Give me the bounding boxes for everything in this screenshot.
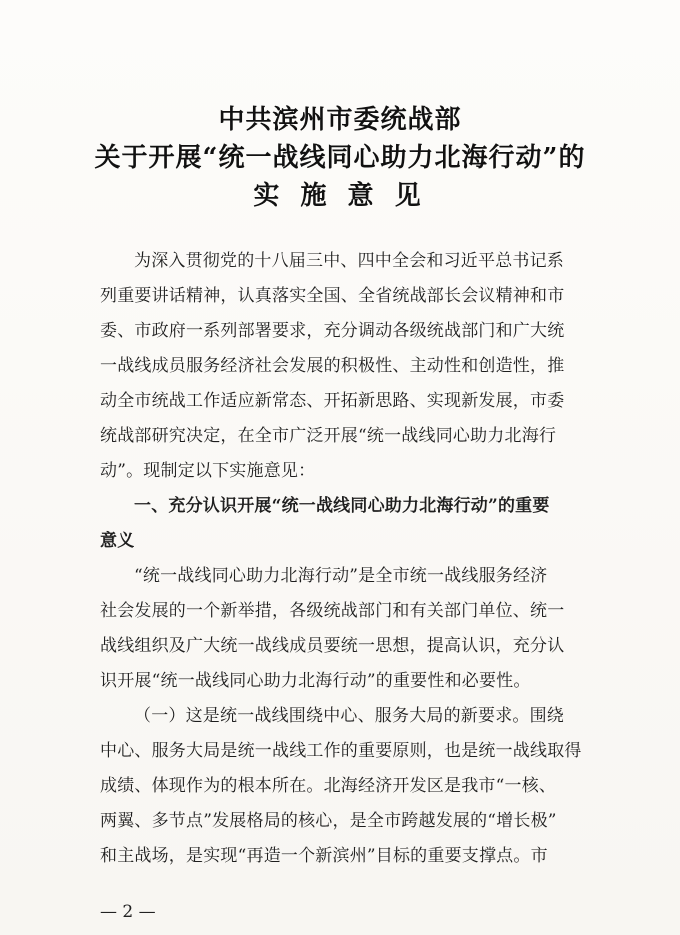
body-text-line: 两翼、多节点”发展格局的核心，是全市跨越发展的“增长极” — [100, 811, 557, 831]
body-text-line: 中心、服务大局是统一战线工作的重要原则，也是统一战线取得 — [100, 741, 582, 761]
body-text-line: 战线组织及广大统一战线成员要统一思想，提高认识，充分认 — [100, 636, 565, 656]
body-text-line: 统战部研究决定，在全市广泛开展“统一战线同心助力北海行 — [100, 426, 557, 446]
section-heading: 一、充分认识开展“统一战线同心助力北海行动”的重要 — [134, 496, 550, 516]
document-title-line2: 关于开展“统一战线同心助力北海行动”的 — [94, 143, 586, 173]
section-heading-continued: 意义 — [100, 531, 135, 551]
body-text-line: 动全市统战工作适应新常态、开拓新思路、实现新发展，市委 — [100, 391, 565, 411]
subsection-line: （一）这是统一战线围绕中心、服务大局的新要求。围绕 — [134, 706, 564, 726]
body-text-line: 列重要讲话精神，认真落实全国、全省统战部长会议精神和市 — [100, 286, 565, 306]
document-title-line1: 中共滨州市委统战部 — [218, 105, 462, 135]
body-text-line: 社会发展的一个新举措，各级统战部门和有关部门单位、统一 — [100, 601, 565, 621]
body-text-line: 和主战场，是实现“再造一个新滨州”目标的重要支撑点。市 — [100, 846, 548, 866]
body-text-line: “统一战线同心助力北海行动”是全市统一战线服务经济 — [134, 566, 548, 586]
body-text-line: 识开展“统一战线同心助力北海行动”的重要性和必要性。 — [100, 671, 531, 691]
document-title-line3: 实 施 意 见 — [253, 181, 427, 211]
body-text-line: 一战线成员服务经济社会发展的积极性、主动性和创造性，推 — [100, 356, 565, 376]
body-text-line: 为深入贯彻党的十八届三中、四中全会和习近平总书记系 — [134, 251, 564, 271]
body-text-line: 委、市政府一系列部署要求，充分调动各级统战部门和广大统 — [100, 321, 565, 341]
page-number: — 2 — — [100, 902, 156, 922]
body-text-line: 成绩、体现作为的根本所在。北海经济开发区是我市“一核、 — [100, 776, 557, 796]
body-text-line: 动”。现制定以下实施意见： — [100, 461, 316, 481]
